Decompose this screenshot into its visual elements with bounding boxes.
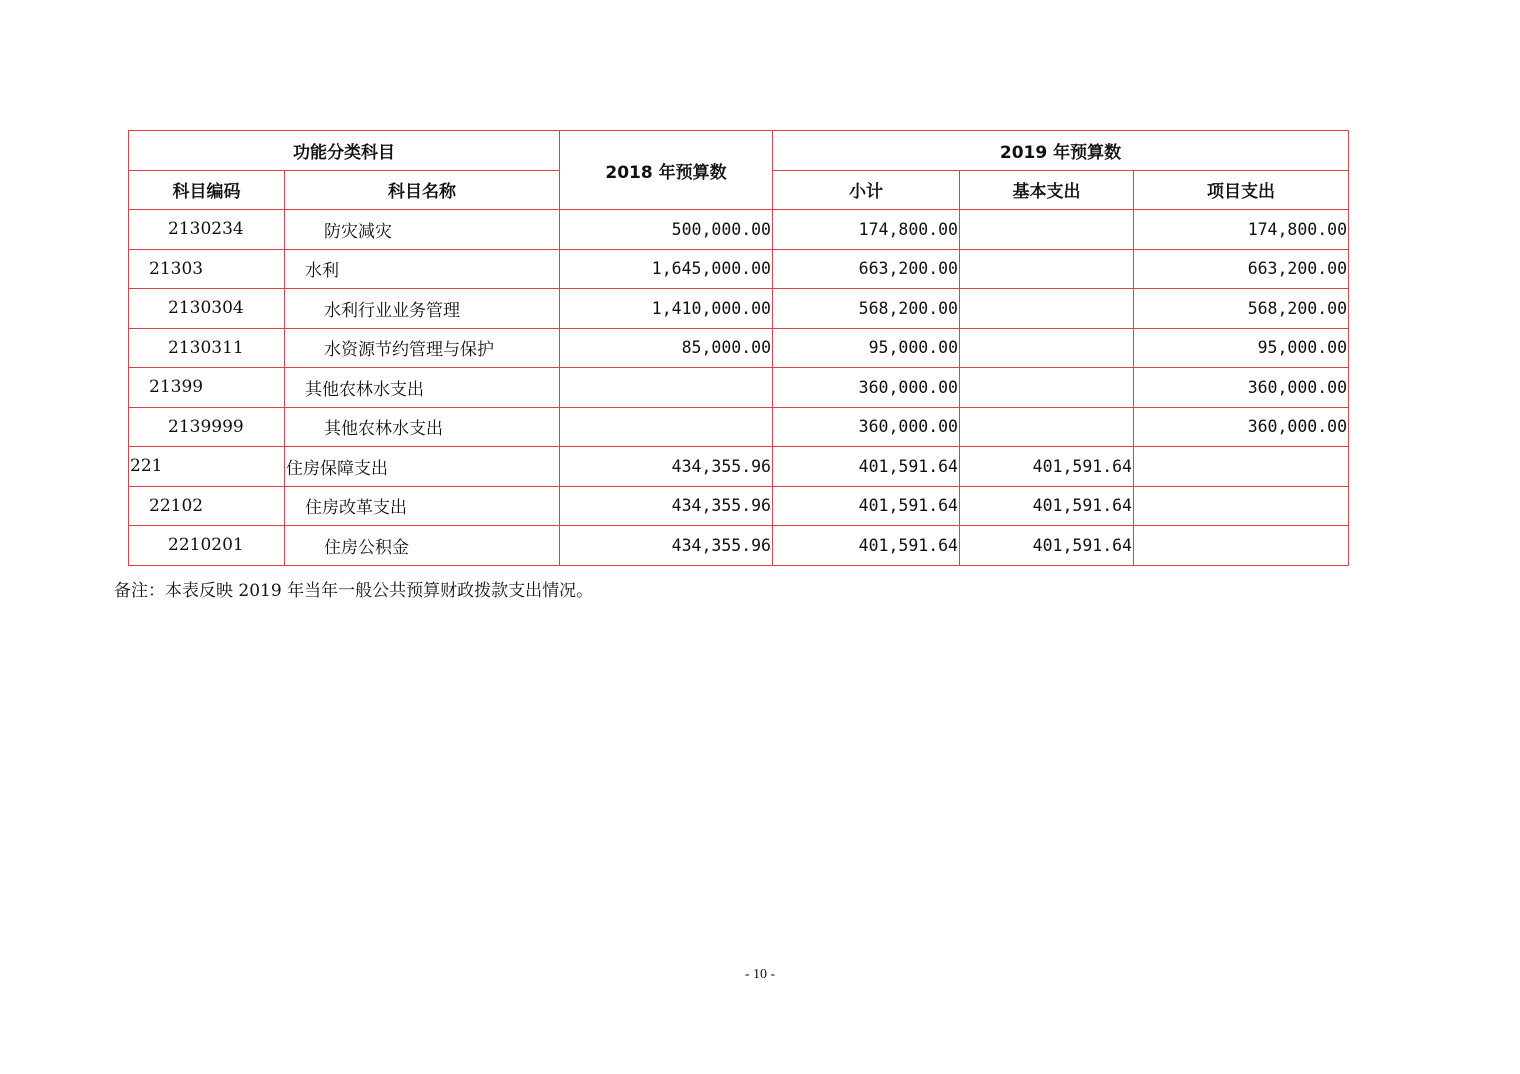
cell-basic: 401,591.64: [960, 447, 1134, 487]
table-row: [129, 289, 1349, 329]
cell-subtotal: 401,591.64: [773, 486, 960, 526]
cell-code: 22102: [129, 486, 285, 526]
budget-table: [128, 130, 1349, 566]
table-note: 备注：本表反映 2019 年当年一般公共预算财政拨款支出情况。: [114, 581, 594, 601]
cell-budget-2018: 434,355.96: [560, 486, 773, 526]
table-row: [129, 368, 1349, 408]
cell-code: 2130311: [129, 328, 285, 368]
cell-name: 其他农林水支出: [285, 368, 560, 408]
cell-budget-2018: 434,355.96: [560, 447, 773, 487]
cell-name: 水利: [285, 249, 560, 289]
cell-budget-2018: 500,000.00: [560, 210, 773, 250]
header-budget-2018: 2018 年预算数: [560, 131, 773, 210]
cell-project: 174,800.00: [1134, 210, 1349, 250]
cell-budget-2018: 1,410,000.00: [560, 289, 773, 329]
cell-subtotal: 663,200.00: [773, 249, 960, 289]
header-name: 科目名称: [285, 170, 560, 210]
cell-basic: [960, 407, 1134, 447]
cell-project: 568,200.00: [1134, 289, 1349, 329]
header-budget-2019: 2019 年预算数: [773, 131, 1349, 171]
cell-subtotal: 360,000.00: [773, 407, 960, 447]
cell-code: 2130234: [129, 210, 285, 250]
cell-subtotal: 360,000.00: [773, 368, 960, 408]
cell-project: 95,000.00: [1134, 328, 1349, 368]
cell-budget-2018: 434,355.96: [560, 526, 773, 566]
cell-code: 2130304: [129, 289, 285, 329]
cell-project: 663,200.00: [1134, 249, 1349, 289]
cell-project: [1134, 447, 1349, 487]
table-row: [129, 526, 1349, 566]
cell-project: 360,000.00: [1134, 368, 1349, 408]
cell-name: 水资源节约管理与保护: [285, 328, 560, 368]
table-row: [129, 447, 1349, 487]
cell-code: 2210201: [129, 526, 285, 566]
cell-code: 21303: [129, 249, 285, 289]
cell-basic: [960, 328, 1134, 368]
header-basic: 基本支出: [960, 170, 1134, 210]
table-row: [129, 486, 1349, 526]
cell-subtotal: 174,800.00: [773, 210, 960, 250]
cell-basic: 401,591.64: [960, 486, 1134, 526]
cell-name: 水利行业业务管理: [285, 289, 560, 329]
cell-project: [1134, 526, 1349, 566]
cell-name: 其他农林水支出: [285, 407, 560, 447]
header-subtotal: 小计: [773, 170, 960, 210]
cell-name: 住房保障支出: [285, 447, 560, 487]
cell-subtotal: 568,200.00: [773, 289, 960, 329]
table-row: [129, 407, 1349, 447]
cell-name: 住房公积金: [285, 526, 560, 566]
cell-code: 21399: [129, 368, 285, 408]
cell-subtotal: 401,591.64: [773, 447, 960, 487]
cell-name: 住房改革支出: [285, 486, 560, 526]
cell-code: 221: [129, 447, 285, 487]
cell-budget-2018: [560, 368, 773, 408]
table-row: [129, 328, 1349, 368]
cell-project: [1134, 486, 1349, 526]
cell-basic: [960, 210, 1134, 250]
table-row: [129, 210, 1349, 250]
cell-subtotal: 401,591.64: [773, 526, 960, 566]
cell-basic: [960, 249, 1134, 289]
cell-project: 360,000.00: [1134, 407, 1349, 447]
cell-budget-2018: 85,000.00: [560, 328, 773, 368]
cell-code: 2139999: [129, 407, 285, 447]
cell-basic: [960, 368, 1134, 408]
cell-basic: 401,591.64: [960, 526, 1134, 566]
cell-subtotal: 95,000.00: [773, 328, 960, 368]
cell-budget-2018: 1,645,000.00: [560, 249, 773, 289]
table-body: [129, 210, 1349, 566]
header-row-top: [129, 131, 1349, 171]
cell-budget-2018: [560, 407, 773, 447]
table-row: [129, 249, 1349, 289]
header-func-category: 功能分类科目: [129, 131, 560, 171]
header-code: 科目编码: [129, 170, 285, 210]
header-project: 项目支出: [1134, 170, 1349, 210]
cell-name: 防灾减灾: [285, 210, 560, 250]
page-number: - 10 -: [744, 967, 776, 982]
cell-basic: [960, 289, 1134, 329]
